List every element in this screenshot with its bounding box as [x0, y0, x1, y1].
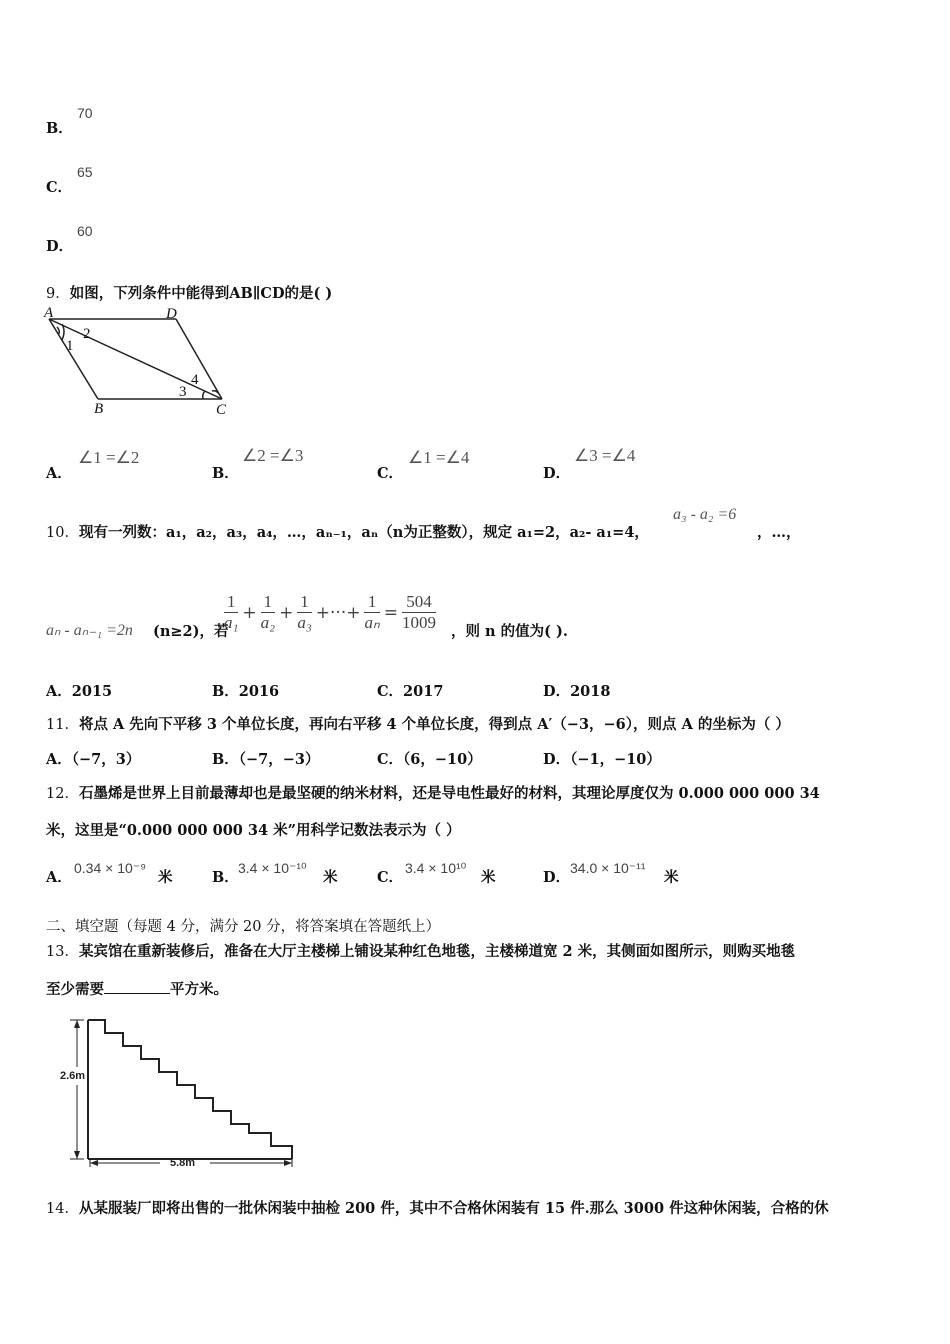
q12-option-d-letter: D． [543, 869, 571, 886]
q9-label-angle4: 4 [191, 372, 199, 388]
q9-label-c: C [216, 402, 227, 418]
q13-height-label: 2.6m [60, 1070, 86, 1082]
q10-term-2: $\frac{1}{\text{a₂}}$ [260, 592, 276, 632]
q11-option-c: C．（6，−10） [377, 751, 482, 768]
q10-option-a: A．2015 [46, 683, 113, 700]
q8-option-b-letter: B． [46, 120, 73, 137]
q9-option-b-value: ∠2 =∠3 [242, 446, 304, 465]
q10-intro: 现有一列数： [78, 524, 166, 541]
q12-option-d-value: 34.0 × 10⁻¹¹ [570, 860, 646, 876]
q11-option-a: A．（−7，3） [46, 751, 141, 768]
q12-option-b-value: 3.4 × 10⁻¹⁰ [238, 860, 307, 876]
section-2-heading: 二、填空题（每题 4 分，满分 20 分，将答案填在答题纸上） [46, 919, 441, 935]
q14-number: 14． [46, 1201, 79, 1217]
q10-tail: ，则 n 的值为( ). [451, 623, 568, 640]
q12-option-c-value: 3.4 × 10¹⁰ [405, 860, 467, 876]
q11-option-b: B．（−7，−3） [212, 751, 320, 768]
q9-label-angle1: 1 [66, 338, 74, 354]
q9-number: 9． [46, 286, 70, 302]
q12-option-a-value: 0.34 × 10⁻⁹ [74, 860, 147, 876]
q10-sequence: a₁，a₂，a₃，a₄，…，aₙ₋₁，aₙ（n为正整数），规定 a₁=2，a₂- a₁=4， [165, 524, 649, 541]
q12-option-b-letter: B． [212, 869, 239, 886]
q8-option-d-value: 60 [77, 223, 93, 239]
q12-option-b-unit: 米 [323, 869, 338, 886]
q9-option-a-letter: A． [46, 465, 72, 482]
q11-stem [46, 713, 790, 734]
q10-option-b: B．2016 [212, 683, 280, 700]
q11-option-d: D．（−1，−10） [543, 751, 661, 768]
q8-option-c-letter: C． [46, 179, 73, 196]
q12-stem-line2: 米，这里是“0.000 000 000 34 米”用科学记数法表示为（ ） [46, 822, 461, 839]
q9-stem [46, 282, 332, 303]
q9-parallelogram-figure [40, 304, 240, 419]
q9-option-b-letter: B． [212, 465, 239, 482]
q10-rhs-fraction: $\frac{504}{1009}$ [402, 592, 436, 632]
q12-option-a-letter: A． [46, 869, 72, 886]
q12-option-c-letter: C． [377, 869, 404, 886]
q10-stem [46, 521, 649, 542]
q8-option-c-value: 65 [77, 164, 93, 180]
q12-number: 12． [46, 786, 79, 802]
q9-option-d-value: ∠3 =∠4 [574, 446, 636, 465]
q10-sum-expression: $\frac{1}{\text{a₁}}$ + $\frac{1}{\text{a₂}}$ + $\frac{1}{\text{a₃}}$ +···+ $\frac{1}{\text{aₙ}}$ = $\frac{504}{1009}$ [224, 592, 436, 632]
q9-label-d: D [166, 306, 177, 322]
q14-stem: 14．从某服装厂即将出售的一批休闲装中抽检 200 件，其中不合格休闲装有 15 件.那么 3000 件这种休闲装，合格的休 [46, 1200, 829, 1217]
q12-option-c-unit: 米 [481, 869, 496, 886]
q9-option-c-value: ∠1 =∠4 [408, 448, 470, 467]
q8-option-b-value: 70 [77, 105, 93, 121]
q9-label-b: B [94, 401, 104, 417]
q10-formula-an: aₙ - aₙ₋₁ =2n [46, 622, 133, 639]
q10-term-n: $\frac{1}{\text{aₙ}}$ [364, 592, 380, 632]
q13-number: 13． [46, 944, 79, 960]
q10-formula-a3: a₃ - a₂ =6 [673, 506, 737, 523]
q13-width-label: 5.8m [170, 1157, 196, 1169]
q8-option-d-letter: D． [46, 238, 74, 255]
q9-label-angle3: 3 [179, 384, 187, 400]
q13-stem-line2: 至少需要 平方米。 [46, 981, 228, 998]
q13-staircase-figure [60, 1015, 305, 1170]
q9-label-a: A [44, 305, 54, 321]
q9-label-angle2: 2 [83, 326, 91, 342]
q10-number: 10． [46, 525, 79, 541]
q12-stem-line1: 12．石墨烯是世界上目前最薄却也是最坚硬的纳米材料，还是导电性最好的材料，其理论厚度仅为 0.000 000 000 34 [46, 785, 820, 802]
q10-condition: (n≥2)，若 [153, 623, 229, 640]
q9-text: 如图，下列条件中能得到AB∥CD的是( ) [69, 285, 333, 302]
q13-stem-line1: 13．某宾馆在重新装修后，准备在大厅主楼梯上铺设某种红色地毯，主楼梯道宽 2 米，其侧面如图所示，则购买地毯 [46, 943, 796, 960]
q10-term-3: $\frac{1}{\text{a₃}}$ [297, 592, 312, 632]
q10-term-1: $\frac{1}{\text{a₁}}$ [224, 592, 239, 632]
q9-option-d-letter: D． [543, 465, 571, 482]
q12-option-a-unit: 米 [158, 869, 173, 886]
q9-option-a-value: ∠1 =∠2 [78, 448, 140, 467]
q11-text: 将点 A 先向下平移 3 个单位长度，再向右平移 4 个单位长度，得到点 A′（−3，−6），则点 A 的坐标为（ ） [78, 716, 790, 733]
q9-option-c-letter: C． [377, 465, 404, 482]
q12-option-d-unit: 米 [664, 869, 679, 886]
q10-ellipsis: ，…， [757, 524, 801, 541]
q10-option-d: D．2018 [543, 683, 611, 700]
q10-option-c: C．2017 [377, 683, 444, 700]
q11-number: 11． [46, 717, 79, 733]
q13-answer-blank[interactable] [104, 979, 170, 994]
